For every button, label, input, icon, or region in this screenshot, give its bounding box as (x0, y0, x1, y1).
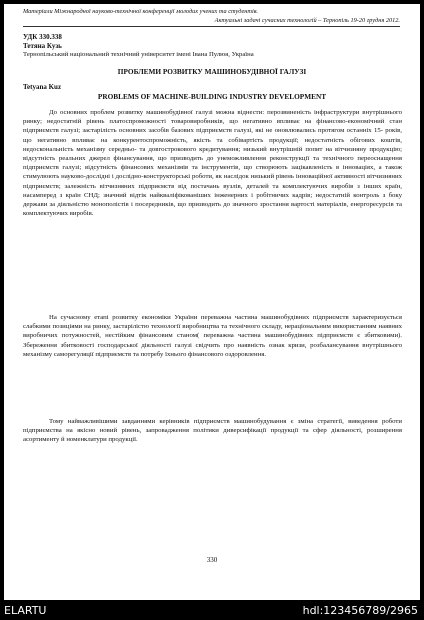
document-page (4, 4, 420, 600)
title-ukrainian: ПРОБЛЕМИ РОЗВИТКУ МАШИНОБУДІВНОЇ ГАЛУЗІ (117, 67, 307, 76)
handle-link[interactable]: hdl:123456789/2965 (302, 604, 418, 617)
title-english: PROBLEMS OF MACHINE-BUILDING INDUSTRY DEVELOPMENT (97, 92, 327, 101)
author-en: Tetyana Kuz (23, 83, 62, 91)
footer-bar (0, 600, 424, 620)
header-rule (23, 26, 400, 27)
running-header-line-2: Актуальні задачі сучасних технологій – Тернопіль 19-20 грудня 2012. (214, 17, 400, 24)
page-number: 330 (206, 556, 218, 564)
affiliation: Тернопільський національний технічний університет імені Івана Пулюя, Україна (23, 51, 254, 58)
repository-label: ELARTU (4, 604, 47, 617)
author-ua: Тетяна Кузь (23, 42, 62, 50)
running-header-line-1: Матеріали Міжнародної науково-технічної конференції молодих учених та студентів. (23, 8, 259, 15)
body-paragraph-1: До основних проблем розвитку машинобудівної галузі можна віднести: перозвиненість інфраструктури внутрішнього ринку; недостатній рівень платоспроможності товаровиробників, що негативно впливає на фінансово-економічний стан підприємств галузі; застарілість основних засобів базових підприємств галузі, які не оновлювались протягом останніх 15- років, що негативно впливає на конкурентоспроможність, якість та собівартість продукції; недостатність обігових коштів, недоскональність механізму середньо- та довгострокового кредитування; низький внутрішній попит на вітчизняну продукцію; відсутність реальних джерел фінансування, що призводить до унеможливлення реконструкції та технічного переоснащення підприємств галузі; відсутність фінансових механізмів та інструментів, що створюють зацікавленість в інноваціях, а також стимулюють науково-дослідні і дослідно-конструкторські роботи, як наслідок низький рівень інноваційної активності вітчизняних підприємств; залежність вітчизняних підприємств від постачань вузлів, деталей та комплектуючих виробів з інших країн, насамперед з країн СНД; значний відтік найкваліфікованіших інженерних і робітничих кадрів; недостатній контроль з боку держави за діяльністю монополістів і посередників, що призводить до значного зростання вартості матеріалів, енергоресурсів та комплектуючих виробів. (23, 109, 402, 218)
body-paragraph-3: Тому найважливішими завданнями керівників підприємств машинобудування є зміна стратегії, виведення роботи підприємства на якісно новий рівень, запровадження політики диверсифікації продукції та сфер діяльності, розширення асортименту й номенклатури продукції. (23, 418, 402, 444)
udk-code: УДК 330.338 (23, 33, 62, 41)
body-paragraph-2: На сучасному етапі розвитку економіки України переважна частина машинобудівних підприємств характеризується слабкими позиціями на ринку, застарілістю технології виробництва та технічного складу, нераціональним використанням наявних виробничих потужностей, нестійким фінансовим станом( переважна частина машинобудівних підприємств є збитковими). Збереження збитковості господарської діяльності галузі свідчить про наявність ознак кризи, розбалансування внутрішнього механізму саморегуляції підприємств та потребу їхнього фінансового оздоровлення. (23, 314, 402, 358)
